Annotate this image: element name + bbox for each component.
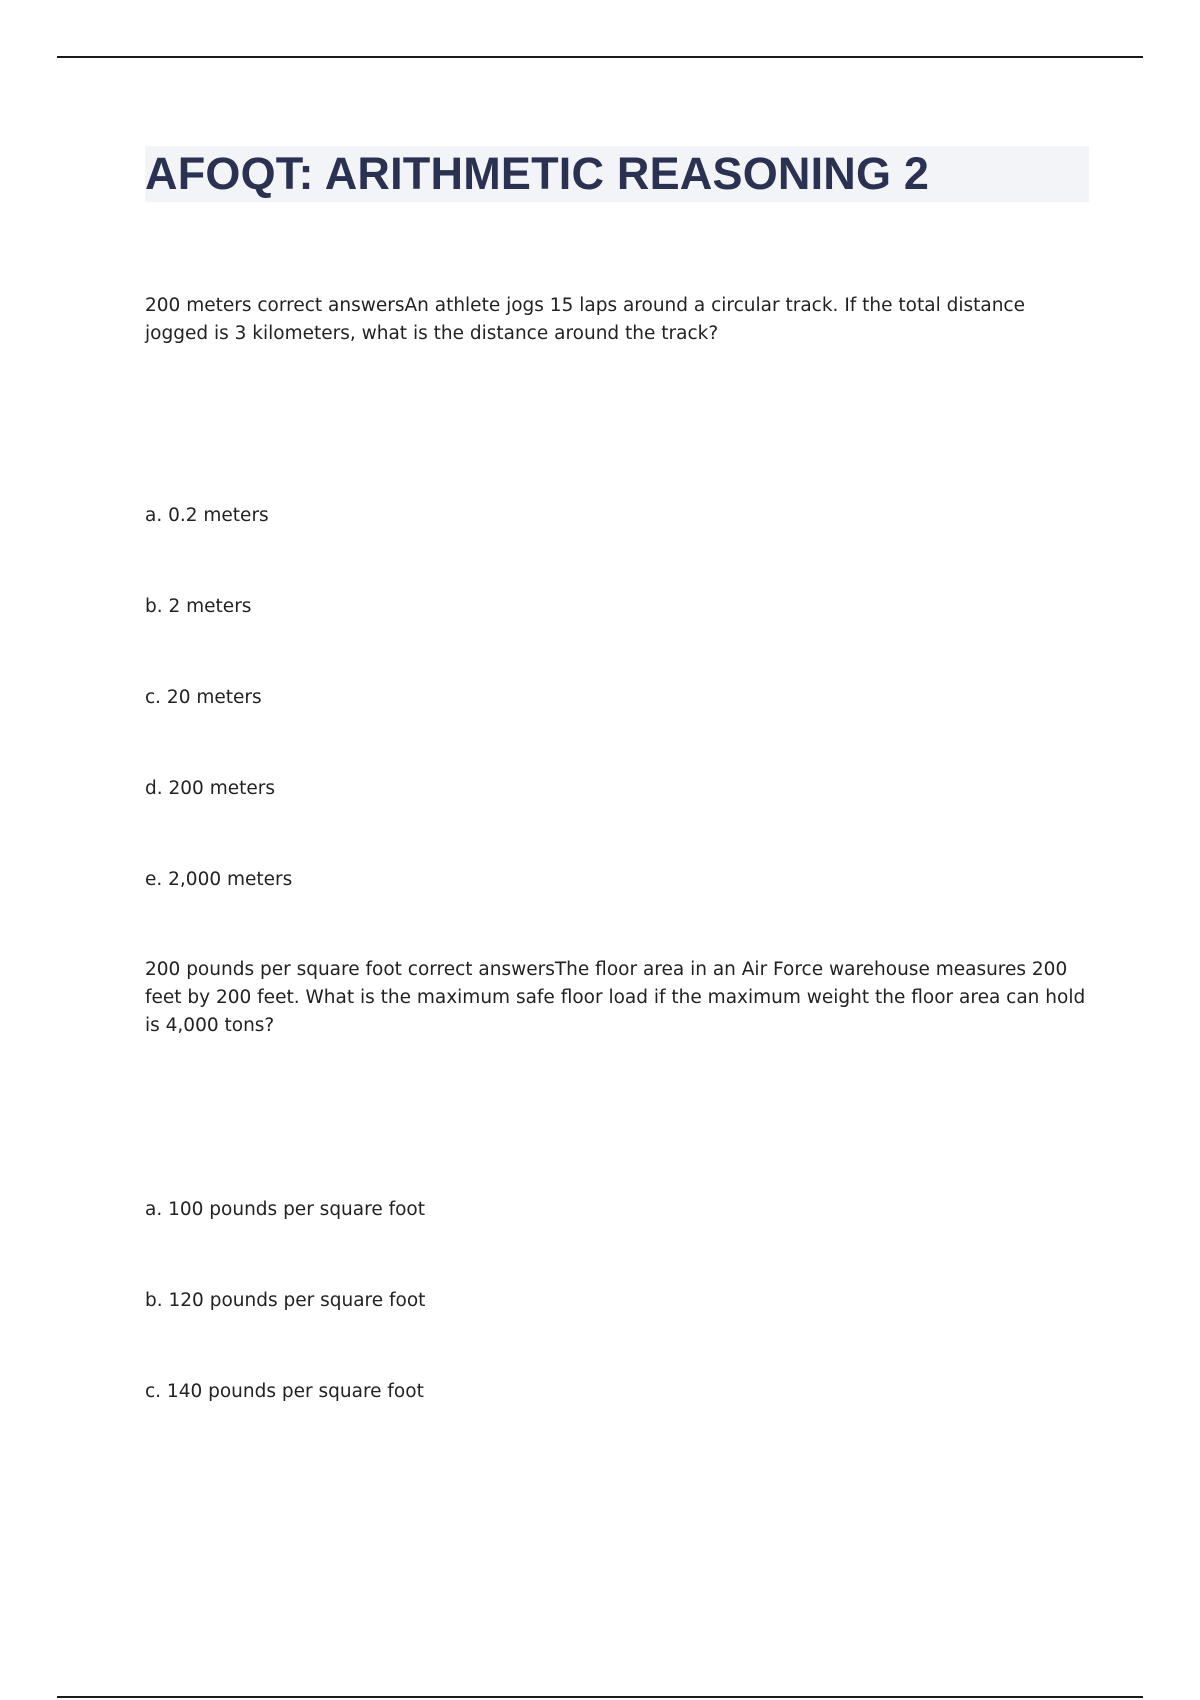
question-1-option-e: e. 2,000 meters: [145, 869, 293, 890]
footer-rule: [57, 1696, 1143, 1698]
document-title: AFOQT: ARITHMETIC REASONING 2: [145, 148, 930, 199]
question-1-text: 200 meters correct answersAn athlete jogs 15 laps around a circular track. If the total distance jogged is 3 kilometers, what is the distance around the track?: [145, 295, 1025, 344]
header-rule: [57, 56, 1143, 58]
question-2-text: 200 pounds per square foot correct answersThe floor area in an Air Force warehouse measures 200 feet by 200 feet. What is the maximum safe floor load if the maximum weight the floor area can hold is 4,000 tons?: [145, 959, 1086, 1036]
question-1-option-c: c. 20 meters: [145, 687, 262, 708]
question-1-option-b: b. 2 meters: [145, 596, 252, 617]
question-2-option-a: a. 100 pounds per square foot: [145, 1199, 425, 1220]
question-2-option-b: b. 120 pounds per square foot: [145, 1290, 426, 1311]
question-1-option-a: a. 0.2 meters: [145, 505, 269, 526]
question-2-option-c: c. 140 pounds per square foot: [145, 1381, 424, 1402]
question-1-option-d: d. 200 meters: [145, 778, 275, 799]
